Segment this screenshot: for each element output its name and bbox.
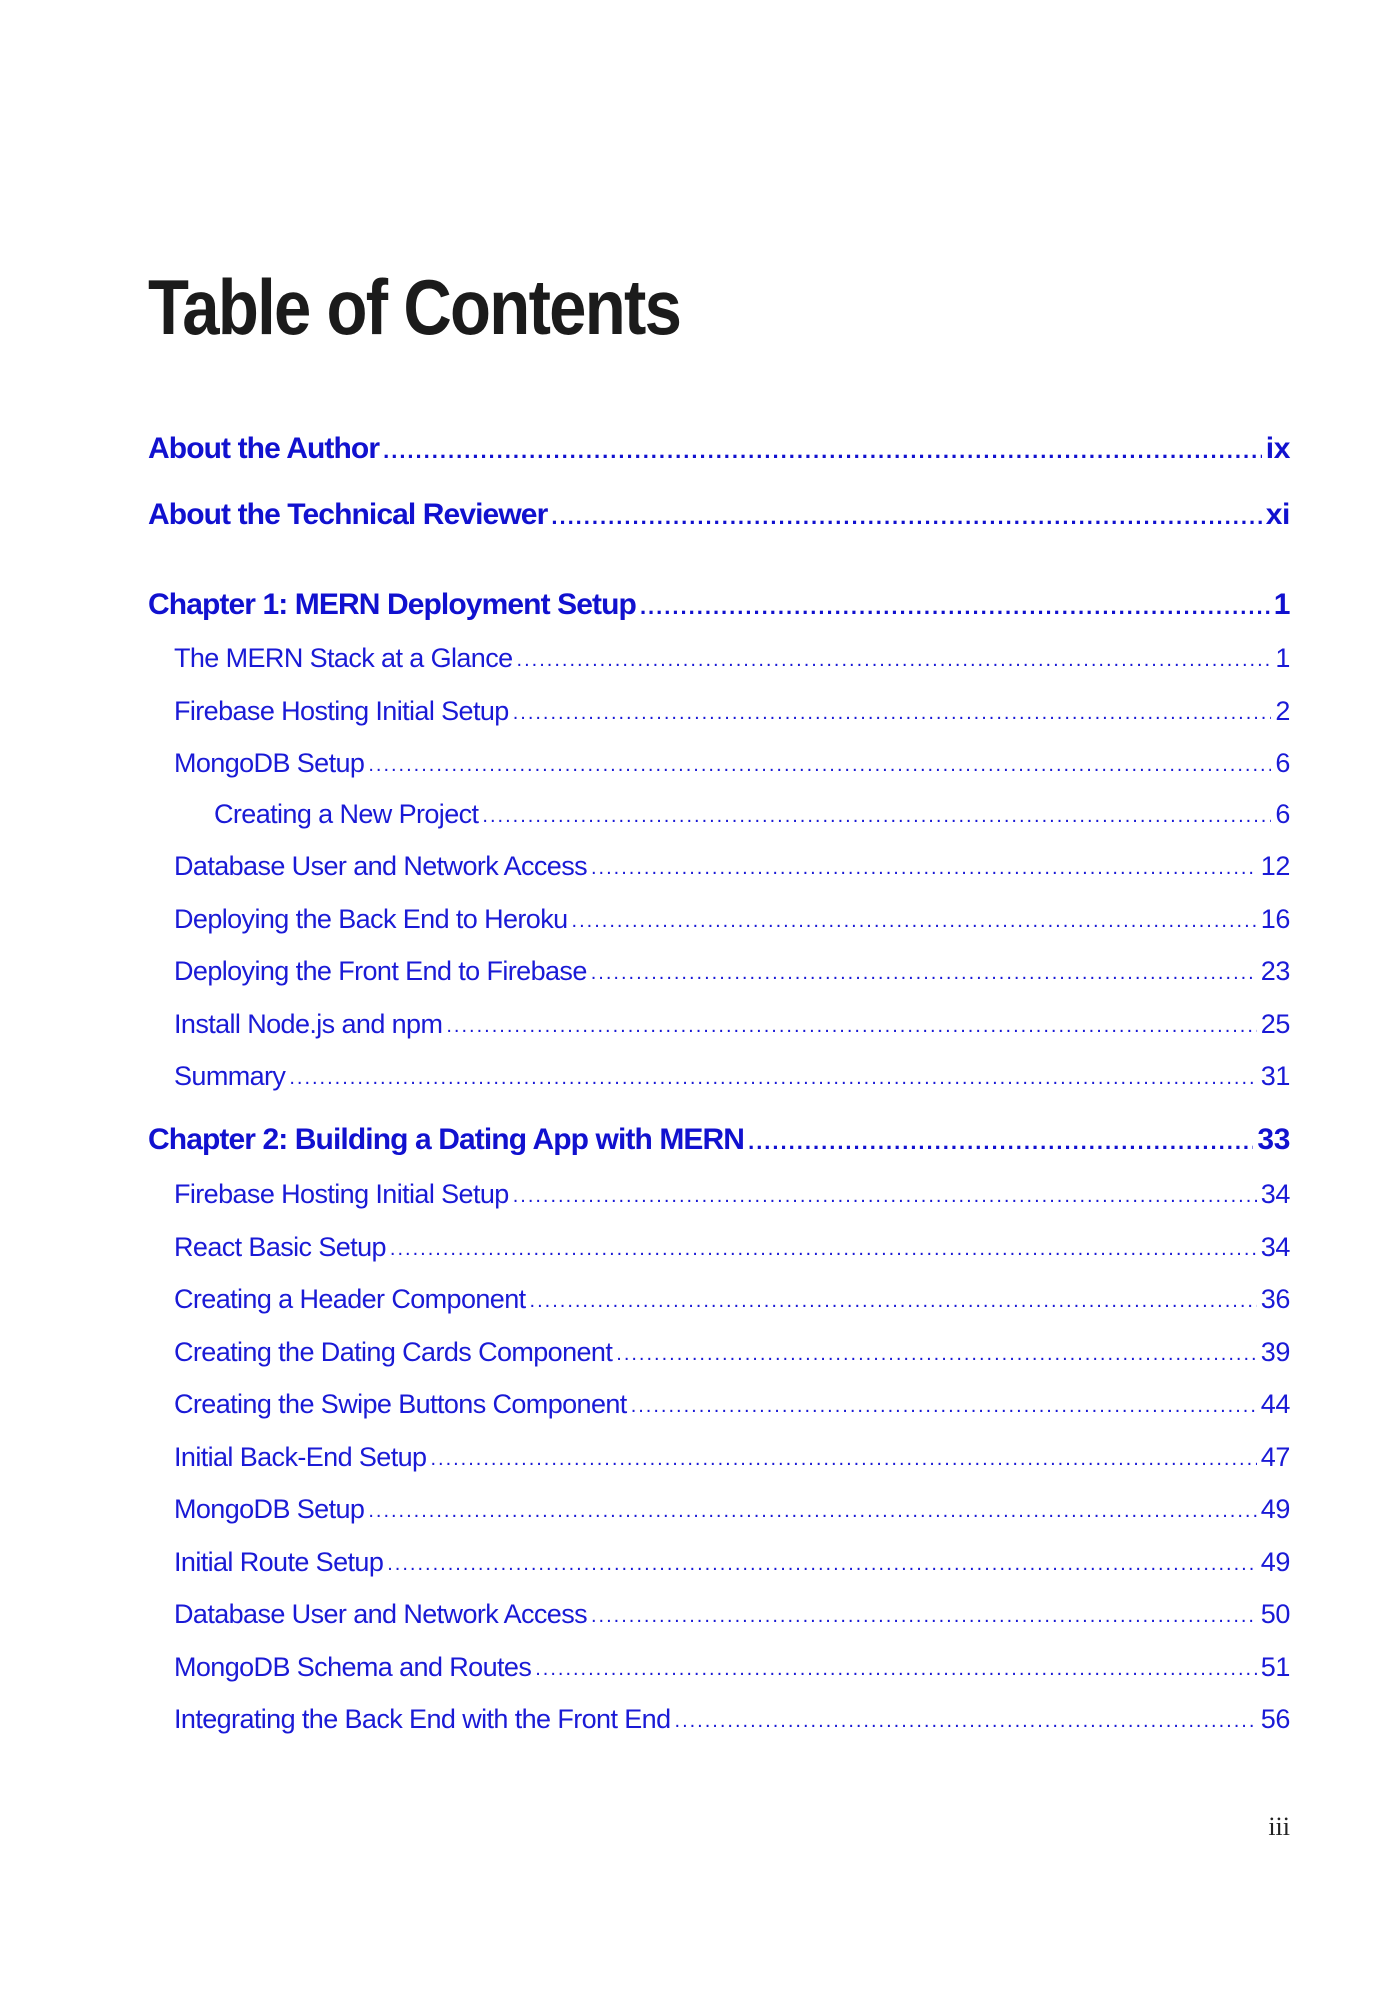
dot-leader: [748, 1131, 1253, 1159]
toc-entry-label: MongoDB Setup: [174, 1494, 365, 1524]
dot-leader: [517, 650, 1272, 676]
toc-entry-page: xi: [1265, 498, 1290, 531]
toc-entry-label: Deploying the Front End to Firebase: [174, 956, 587, 986]
toc-entry-page: 49: [1260, 1494, 1290, 1524]
toc-entry-section[interactable]: [148, 741, 1290, 781]
toc-entry-page: 6: [1275, 799, 1290, 829]
toc-entry-about-author[interactable]: [148, 428, 1290, 468]
toc-entry-label: MongoDB Setup: [174, 748, 365, 778]
toc-entry-label: Database User and Network Access: [174, 851, 587, 881]
toc-entry-section[interactable]: [148, 1277, 1290, 1317]
toc-entry-label: About the Author: [148, 432, 380, 465]
toc-entry-page: 49: [1260, 1547, 1290, 1577]
toc-entry-page: ix: [1265, 432, 1290, 465]
toc-entry-section[interactable]: [148, 689, 1290, 729]
toc-entry-section[interactable]: [148, 1225, 1290, 1265]
toc-entry-page: 50: [1260, 1599, 1290, 1629]
toc-entry-page: 2: [1275, 696, 1290, 726]
toc-entry-chapter-1[interactable]: [148, 584, 1290, 624]
dot-leader: [591, 1606, 1257, 1632]
toc-entry-label: Firebase Hosting Initial Setup: [174, 1179, 509, 1209]
toc-entry-page: 31: [1260, 1061, 1290, 1091]
toc-entry-section[interactable]: [148, 636, 1290, 676]
toc-entry-label: Firebase Hosting Initial Setup: [174, 696, 509, 726]
toc-entry-section[interactable]: [148, 1487, 1290, 1527]
toc-entry-page: 39: [1260, 1337, 1290, 1367]
toc-entry-label: Integrating the Back End with the Front End: [174, 1704, 671, 1734]
dot-leader: [535, 1659, 1257, 1685]
dot-leader: [631, 1396, 1257, 1422]
toc-entry-page: 51: [1260, 1652, 1290, 1682]
page-title: Table of Contents: [148, 263, 681, 351]
toc-entry-page: 25: [1260, 1009, 1290, 1039]
toc-entry-section[interactable]: [148, 1382, 1290, 1422]
toc-entry-page: 34: [1260, 1232, 1290, 1262]
toc-entry-chapter-2[interactable]: [148, 1119, 1290, 1159]
toc-entry-page: 12: [1260, 851, 1290, 881]
dot-leader: [383, 440, 1262, 468]
dot-leader: [289, 1068, 1256, 1094]
toc-entry-page: 33: [1257, 1123, 1290, 1156]
toc-entry-page: 47: [1260, 1442, 1290, 1472]
toc-entry-page: 34: [1260, 1179, 1290, 1209]
dot-leader: [572, 911, 1257, 937]
dot-leader: [430, 1449, 1256, 1475]
dot-leader: [387, 1554, 1257, 1580]
toc-entry-page: 44: [1260, 1389, 1290, 1419]
toc-entry-label: About the Technical Reviewer: [148, 498, 548, 531]
dot-leader: [513, 1186, 1257, 1212]
toc-entry-page: 6: [1275, 748, 1290, 778]
toc-entry-label: Chapter 1: MERN Deployment Setup: [148, 588, 636, 621]
page-number: iii: [1268, 1812, 1290, 1841]
toc-entry-page: 56: [1260, 1704, 1290, 1734]
toc-entry-section[interactable]: [148, 1054, 1290, 1094]
toc-entry-page: 36: [1260, 1284, 1290, 1314]
toc-entry-page: 23: [1260, 956, 1290, 986]
toc-entry-section[interactable]: [148, 1645, 1290, 1685]
toc-entry-label: Database User and Network Access: [174, 1599, 587, 1629]
dot-leader: [482, 806, 1271, 832]
toc-entry-section[interactable]: [148, 1172, 1290, 1212]
toc-entry-label: Creating a Header Component: [174, 1284, 526, 1314]
dot-leader: [616, 1344, 1257, 1370]
toc-entry-label: Creating a New Project: [214, 799, 479, 829]
dot-leader: [368, 755, 1271, 781]
dot-leader: [530, 1291, 1257, 1317]
toc-entry-subsection[interactable]: [148, 792, 1290, 832]
toc-entry-section[interactable]: [148, 949, 1290, 989]
toc-entry-section[interactable]: [148, 1540, 1290, 1580]
dot-leader: [640, 596, 1270, 624]
toc-entry-section[interactable]: [148, 1330, 1290, 1370]
toc-entry-label: Initial Back-End Setup: [174, 1442, 427, 1472]
toc-entry-section[interactable]: [148, 1592, 1290, 1632]
dot-leader: [551, 506, 1261, 534]
toc-entry-label: Creating the Swipe Buttons Component: [174, 1389, 627, 1419]
toc-entry-label: Creating the Dating Cards Component: [174, 1337, 613, 1367]
toc-entry-label: Deploying the Back End to Heroku: [174, 904, 568, 934]
dot-leader: [513, 703, 1272, 729]
toc-entry-section[interactable]: [148, 1002, 1290, 1042]
toc-entry-label: Chapter 2: Building a Dating App with MERN: [148, 1123, 745, 1156]
toc-entry-label: Install Node.js and npm: [174, 1009, 443, 1039]
dot-leader: [675, 1711, 1257, 1737]
toc-entry-about-reviewer[interactable]: [148, 494, 1290, 534]
toc-entry-section[interactable]: [148, 897, 1290, 937]
dot-leader: [390, 1239, 1257, 1265]
toc-entry-section[interactable]: [148, 1697, 1290, 1737]
toc-entry-section[interactable]: [148, 844, 1290, 884]
toc-entry-section[interactable]: [148, 1435, 1290, 1475]
toc-entry-page: 1: [1273, 588, 1290, 621]
toc-entry-label: Summary: [174, 1061, 286, 1091]
toc-entry-label: The MERN Stack at a Glance: [174, 643, 513, 673]
toc-entry-label: MongoDB Schema and Routes: [174, 1652, 532, 1682]
toc-entry-label: Initial Route Setup: [174, 1547, 384, 1577]
dot-leader: [591, 858, 1257, 884]
toc-entry-page: 16: [1260, 904, 1290, 934]
dot-leader: [591, 963, 1257, 989]
toc-entry-label: React Basic Setup: [174, 1232, 386, 1262]
dot-leader: [368, 1501, 1256, 1527]
dot-leader: [446, 1016, 1256, 1042]
toc-entry-page: 1: [1275, 643, 1290, 673]
